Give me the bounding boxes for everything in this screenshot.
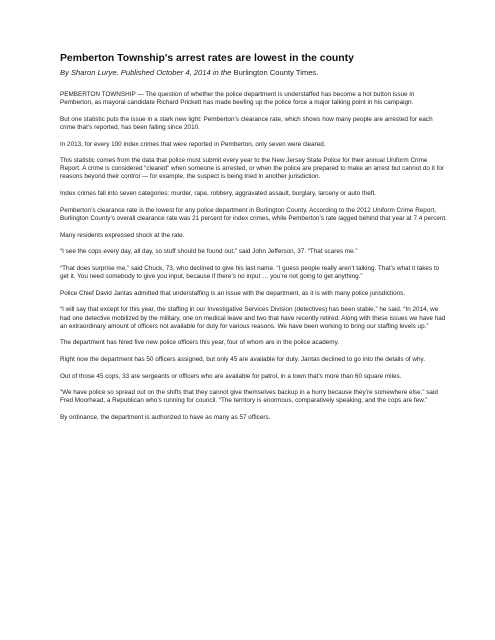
- article-paragraph: “I will say that except for this year, the staffing in our Investigative Services Division (detectives) has been stable,” he said. “In 2014, we had one detective mobilized by the military, one on medical leave and two that have recently retired. Along with these issues we have had an extraordinary amount of officers not available for duty for various reasons. We have been working to bring our staffing levels up.”: [60, 306, 446, 330]
- article-paragraph: Many residents expressed shock at the rate.: [60, 231, 185, 239]
- article-title: Pemberton Township's arrest rates are lowest in the county: [60, 53, 354, 64]
- article-paragraph: Police Chief David Jantas admitted that understaffing is an issue with the department, as it is with many police jurisdictions.: [60, 289, 406, 297]
- article-paragraph: PEMBERTON TOWNSHIP — The question of whether the police department is understaffed has become a hot button issue in Pemberton, as mayoral candidate Richard Prickett has made beefing up the police force a major talking point in his campaign.: [60, 91, 415, 107]
- article-paragraph: This statistic comes from the data that police must submit every year to the New Jersey State Police for their annual Uniform Crime Report. A crime is considered “cleared” when someone is arrested, or when the police are prepared to make an arrest but cannot do it for reasons beyond their control — for example, the suspect is being tried in another jurisdiction.: [60, 157, 444, 181]
- byline-author-date: By Sharon Lurye. Published October 4, 2014 in the: [60, 68, 232, 77]
- byline-publication: Burlington County Times.: [231, 68, 319, 77]
- article-paragraph: “I see the cops every day, all day, so stuff should be found out,” said John Jefferson, 37. “That scares me.”: [60, 248, 358, 256]
- article-paragraph: Out of those 45 cops, 33 are sergeants or officers who are available for patrol, in a town that’s more than 60 square miles.: [60, 372, 402, 380]
- article-paragraph: In 2013, for every 100 index crimes that were reported in Pemberton, only seven were cleared.: [60, 140, 326, 148]
- article-paragraph: By ordinance, the department is authorized to have as many as 57 officers.: [60, 414, 271, 422]
- article-paragraph: The department has hired five new police officers this year, four of whom are in the police academy.: [60, 339, 340, 347]
- article-paragraph: Pemberton’s clearance rate is the lowest for any police department in Burlington County. According to the 2012 Uniform Crime Report, Burlington County’s overall clearance rate was 21 percent for index crimes, while Pemberton’s rate lagged behind that year at 7.4 percent.: [60, 206, 447, 222]
- article-paragraph: Index crimes fall into seven categories: murder, rape, robbery, aggravated assault, burglary, larceny or auto theft.: [60, 190, 377, 198]
- article-paragraph: “That does surprise me,” said Chuck, 73, who declined to give his last name. “I guess people really aren’t talking. That’s what it takes to get it. You need somebody to give you input, because if there’s no input … you’re not going to get anything.”: [60, 264, 440, 281]
- article-paragraph: Right now the department has 50 officers assigned, but only 45 are available for duty. Jantas declined to go into the details of why.: [60, 356, 425, 363]
- article-byline: [60, 68, 448, 78]
- article-paragraph: “We have police so spread out on the shifts that they cannot give themselves backup in a hurry because they’re somewhere else,” said Fred Moorhead, a Republican who’s running for council. “The territory is enormous, comparatively speaking, and the cops are few.”: [60, 389, 438, 405]
- article-page: [60, 52, 448, 431]
- article-paragraph: But one statistic puts the issue in a stark new light: Pemberton’s clearance rate, which shows how many people are arrested for each crime that’s reported, has been falling since 2010.: [60, 115, 433, 131]
